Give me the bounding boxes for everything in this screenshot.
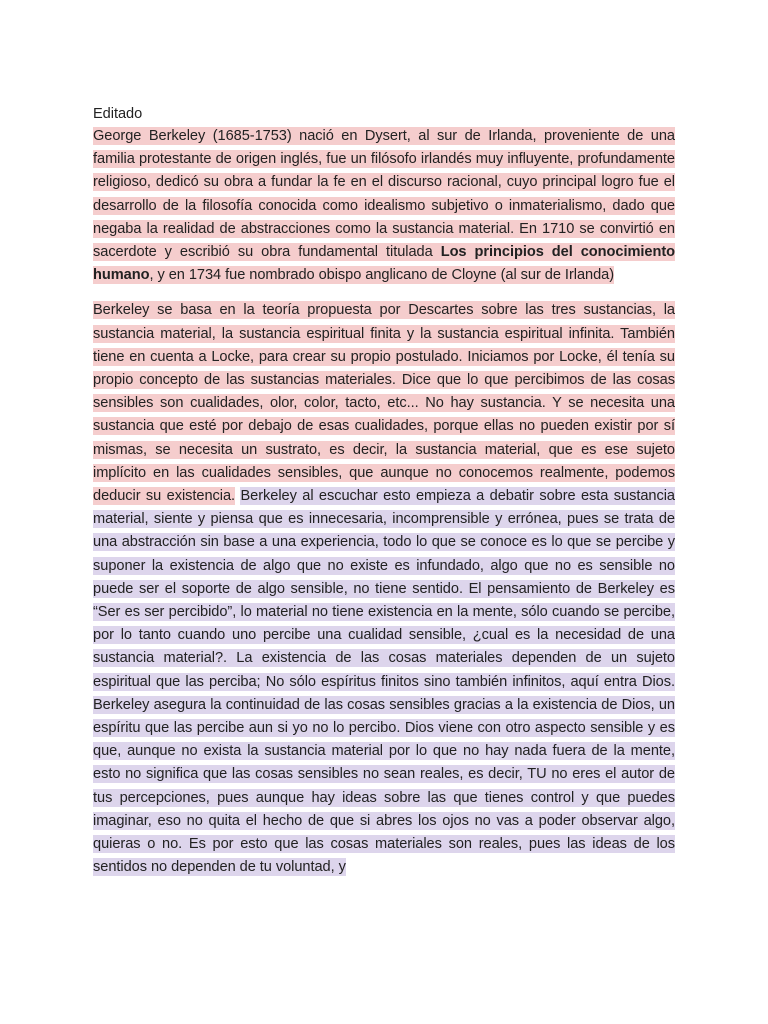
highlight-lavender-berkeley: Berkeley al escuchar esto empieza a debatir sobre esta sustancia material, siente y piensa que es innecesaria, incomprensible y errónea, pues se trata de una abstracción sin base a una experiencia, todo lo que se conoce es lo que se percibe y suponer la existencia de algo que no existe es infundado, algo que no es sensible no puede ser el soporte de algo sensible, no tiene sentido. El pensamiento de Berkeley es “Ser es ser percibido”, lo material no tiene existencia en la mente, sólo cuando se percibe, por lo tanto cuando uno percibe una cualidad sensible, ¿cual es la necesidad de una sustancia material?. La existencia de las cosas materiales dependen de un sujeto espiritual que las perciba; No sólo espíritus finitos sino también infinitos, aquí entra Dios. Berkeley asegura la continuidad de las cosas sensibles gracias a la existencia de Dios, un espíritu que las percibe aun si yo no lo percibo. Dios viene con otro aspecto sensible y es que, aunque no exista la sustancia material por lo que no hay nada fuera de la mente, esto no significa que las cosas sensibles no sean reales, es decir, TU no eres el autor de tus percepciones, pues aunque hay ideas sobre las que tienes control y que puedes imaginar, eso no quita el hecho de que si abres los ojos no vas a poder observar algo, quieras o no. Es por esto que las cosas materiales son reales, pues las ideas de los sentidos no dependen de tu voluntad, y — [93, 488, 675, 876]
document-body — [93, 104, 675, 892]
book-title: Los principios del conocimiento humano — [93, 244, 676, 284]
highlight-pink-biography — [93, 127, 675, 284]
paragraph-philosophy — [93, 299, 675, 879]
edit-status-label: Editado — [93, 106, 143, 122]
biography-text: George Berkeley (1685-1753) nació en Dysert, al sur de Irlanda, proveniente de una familia protestante de origen inglés, fue un filósofo irlandés muy influyente, profundamente religioso, dedicó su obra a fundar la fe en el discurso racional, cuyo principal logro fue el desarrollo de la filosofía conocida como idealismo subjetivo o inmaterialismo, dado que negaba la realidad de abstracciones como la sustancia material. En 1710 se convirtió en sacerdote y escribió su obra fundamental titulada — [93, 128, 675, 261]
biography-text-end: , y en 1734 fue nombrado obispo anglicano de Cloyne (al sur de Irlanda) — [149, 267, 615, 284]
highlight-pink-locke: Berkeley se basa en la teoría propuesta por Descartes sobre las tres sustancias, la sustancia material, la sustancia espiritual finita y la sustancia espiritual infinita. También tiene en cuenta a Locke, para crear su propio postulado. Iniciamos por Locke, él tenía su propio concepto de las sustancias materiales. Dice que lo que percibimos de las cosas sensibles son cualidades, olor, color, tacto, etc... No hay sustancia. Y se necesita una sustancia que esté por debajo de esas cualidades, porque ellas no pueden existir por sí mismas, se necesita un sustrato, es decir, la sustancia material, que es ese sujeto implícito en las cualidades sensibles, que aunque no conocemos realmente, podemos deducir su existencia. — [93, 302, 675, 505]
paragraph-biography — [93, 125, 675, 287]
